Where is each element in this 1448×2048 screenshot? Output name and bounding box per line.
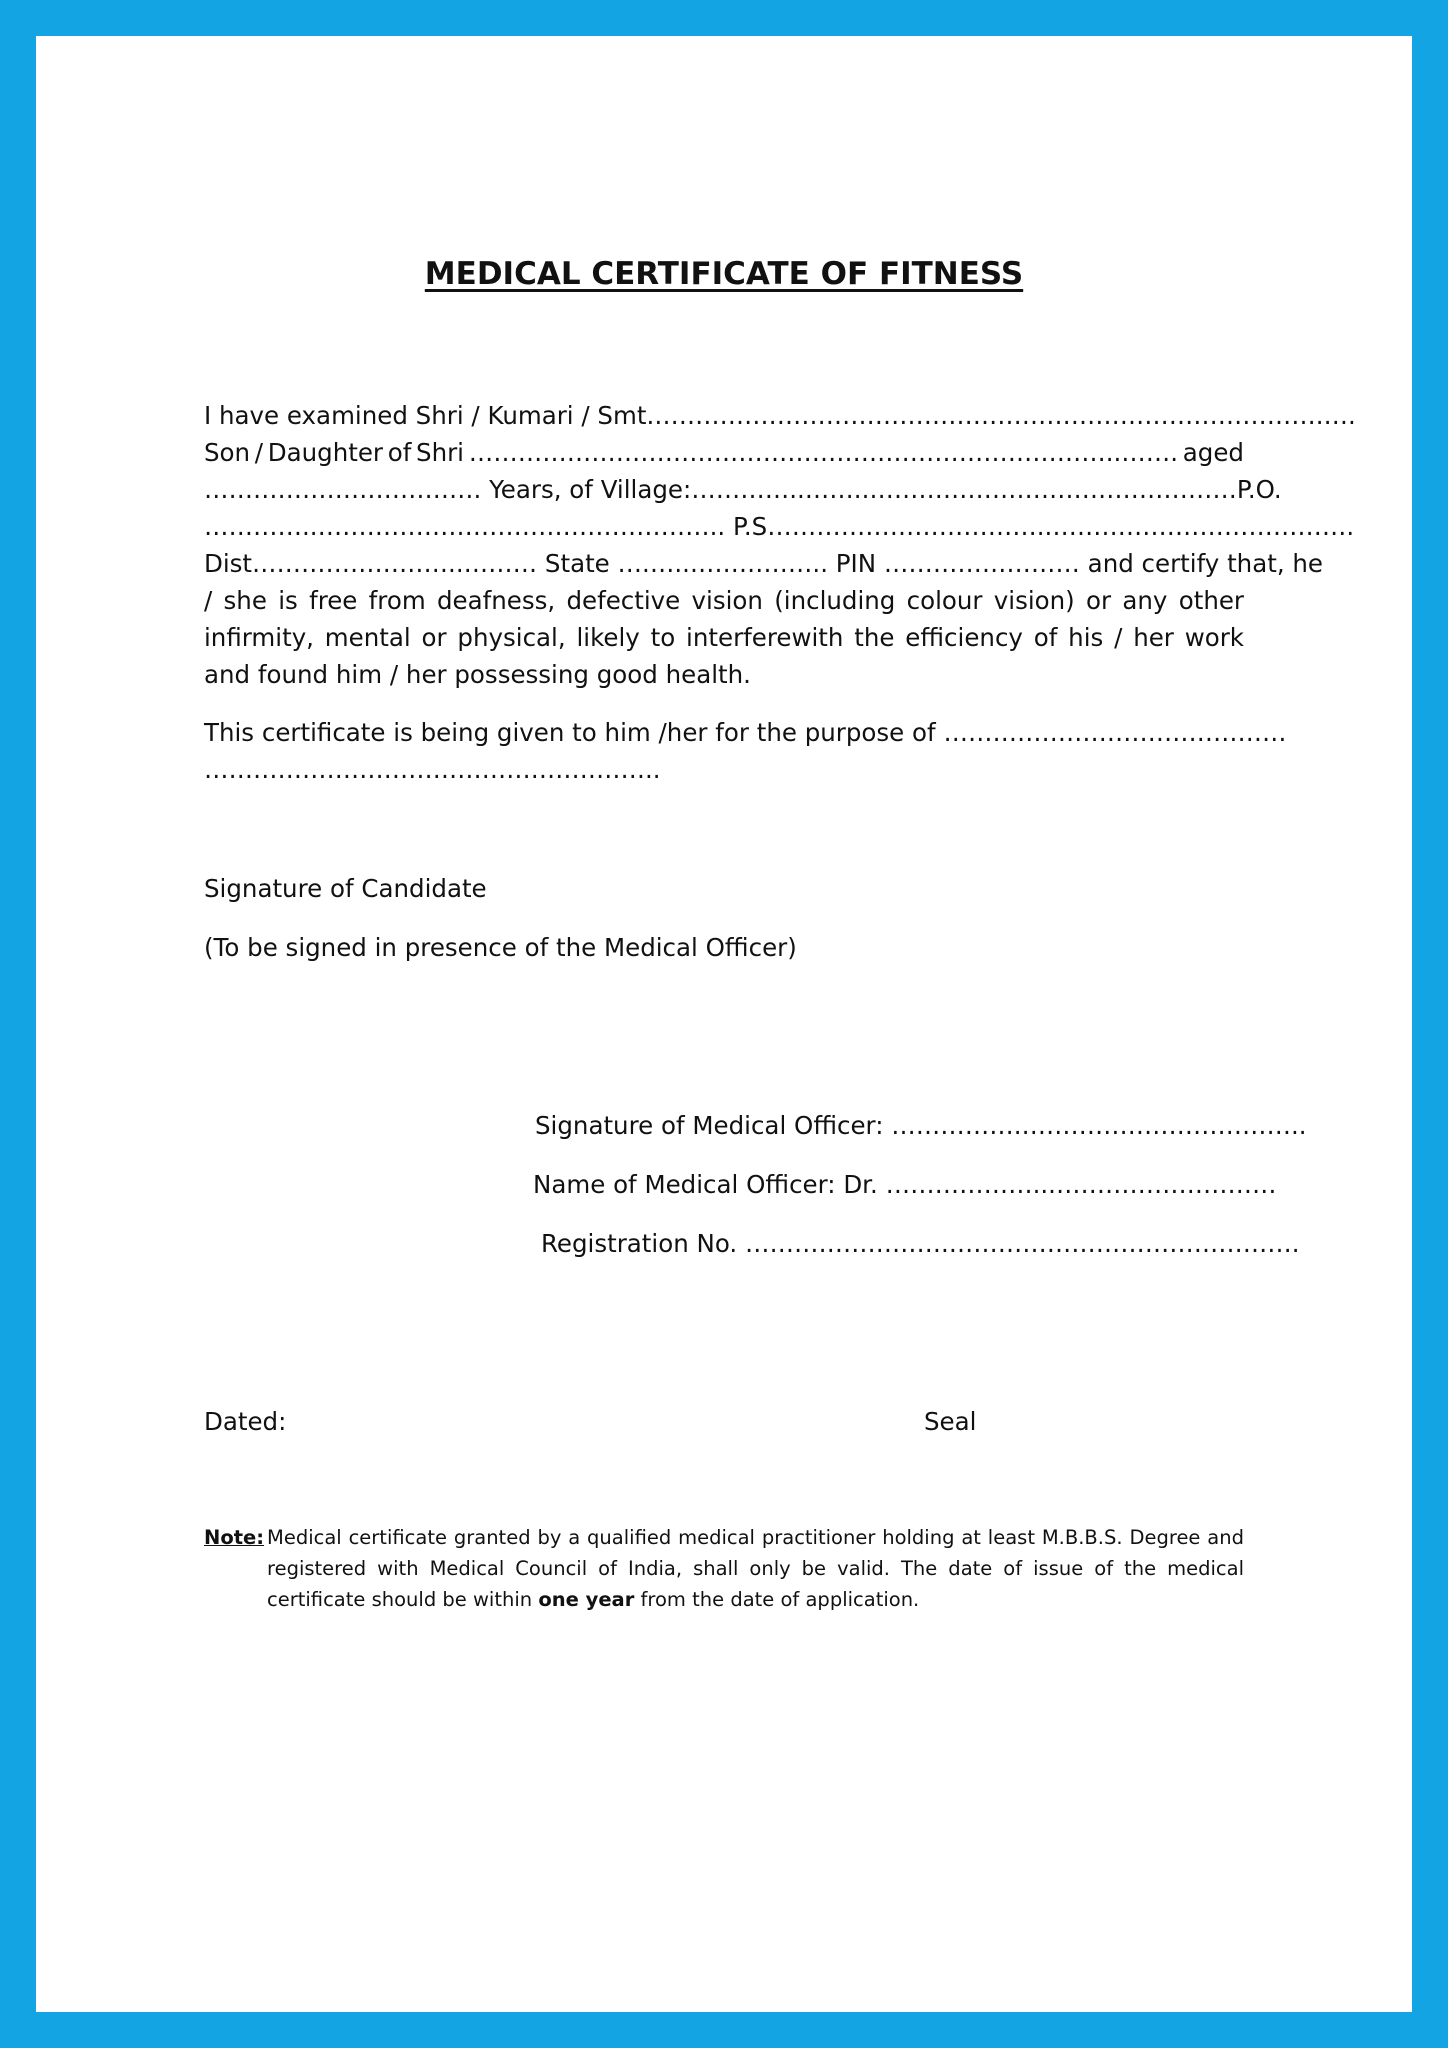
dist-state-pin-text[interactable]: Dist……………………..……… State ….…..…………….. PIN …………………… and certify that, he xyxy=(204,549,1323,578)
age-village-text[interactable]: ……………………………. Years, of Village: xyxy=(204,475,692,504)
officer-name-field[interactable]: Name of Medical Officer: Dr. ………………...……………………… xyxy=(533,1170,1277,1199)
name-blank[interactable]: ……………………………………………………………………….…. xyxy=(654,401,1356,430)
po-ps-text[interactable]: …………..………………………………………….. P.S xyxy=(204,512,768,541)
body-line-4 xyxy=(204,508,1355,545)
purpose-section xyxy=(204,714,1287,788)
father-name-blank[interactable]: ……………………………………………………………………..……. xyxy=(468,438,1179,467)
body-line-1: I have examined Shri / Kumari / Smt. ……………………………………………………………………….…. xyxy=(204,397,1244,434)
body-paragraph: / she is free from deafness, defective vision (including colour vision) or any other infirmity, mental or physical, likely to interferewith the efficiency of his / her work and found him / her possessing good health. xyxy=(204,586,1244,689)
registration-number-field[interactable]: Registration No. …………………….……………………………………. xyxy=(541,1229,1300,1258)
dated-label: Dated: xyxy=(204,1407,287,1436)
candidate-presence-note: (To be signed in presence of the Medical Officer) xyxy=(204,933,797,962)
body-line-5 xyxy=(204,545,1323,582)
body-line-2: Son / Daughter of Shri ……………………………………………………………………..……. aged xyxy=(204,434,1244,471)
page-title: MEDICAL CERTIFICATE OF FITNESS xyxy=(424,256,1024,292)
purpose-line-1 xyxy=(204,714,1287,751)
note-emphasis: one year xyxy=(538,1588,635,1611)
seal-label: Seal xyxy=(924,1407,977,1436)
note-text: Medical certificate granted by a qualified medical practitioner holding at least M.B.B.S. Degree and registered with Medical Council of India, shall only be valid. The date of issue of the medical certificate should be within one year from the date of application. xyxy=(267,1526,1244,1611)
village-blank[interactable]: …………..……..……………………………………… xyxy=(691,475,1237,504)
body-line-3: ……………………………. Years, of Village: …………..……..……………………………………… P.O. xyxy=(204,471,1244,508)
note-section xyxy=(204,1522,1244,1615)
candidate-signature-label: Signature of Candidate xyxy=(204,874,487,903)
purpose-line-2[interactable]: ……………………………………………….. xyxy=(204,755,661,784)
officer-signature-field[interactable]: Signature of Medical Officer: …………….…………………………….. xyxy=(535,1111,1307,1140)
ps-blank[interactable]: ……………………………..………………………………. xyxy=(767,512,1355,541)
certificate-page xyxy=(36,36,1412,2012)
certificate-body xyxy=(204,397,1356,693)
note-label: Note: xyxy=(204,1526,265,1549)
purpose-text[interactable]: This certificate is being given to him /her for the purpose of …………………………………… xyxy=(204,718,1287,747)
